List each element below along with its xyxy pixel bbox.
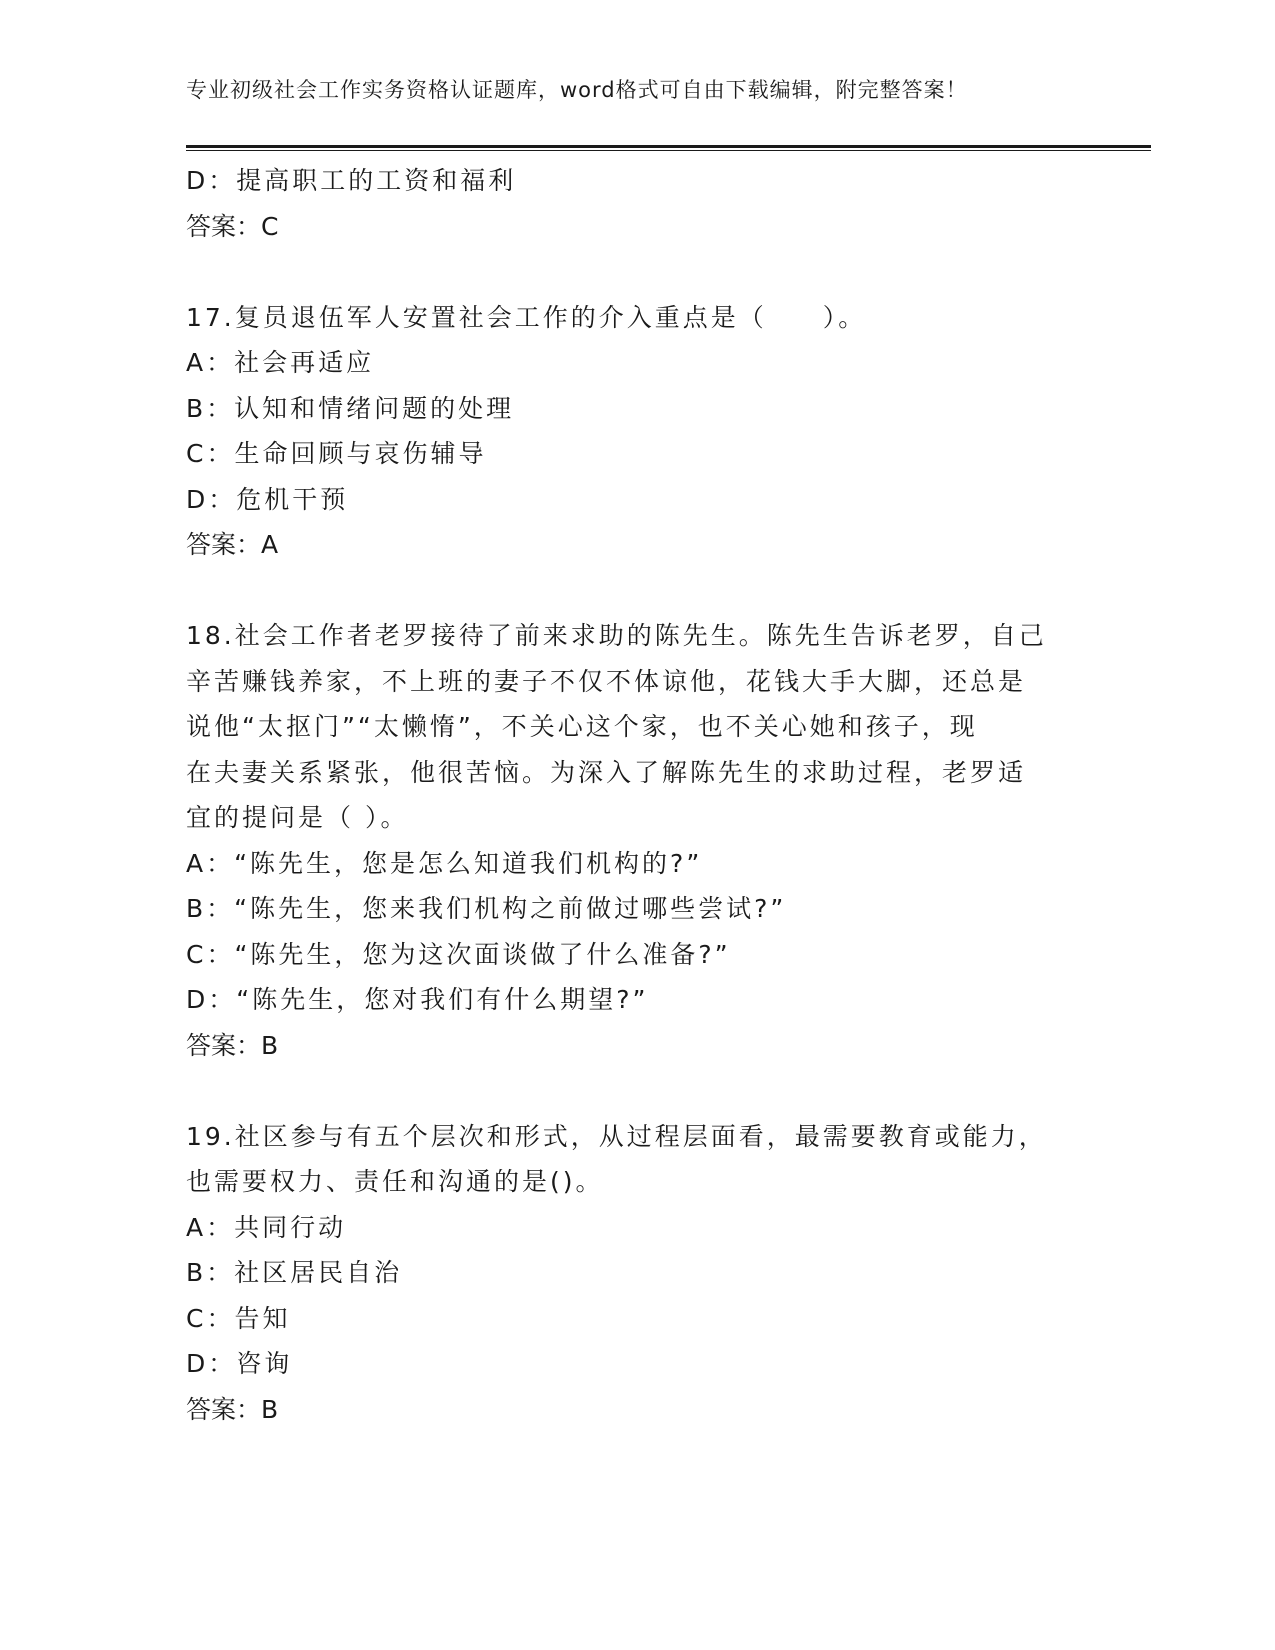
option-line: D：提高职工的工资和福利 <box>186 166 517 195</box>
option-line: A：社会再适应 <box>186 348 375 377</box>
option-line: B：社区居民自治 <box>186 1258 403 1287</box>
answer-line: 答案：B <box>186 1394 279 1424</box>
question-stem-line: 辛苦赚钱养家，不上班的妻子不仅不体谅他，花钱大手大脚，还总是 <box>186 666 1027 696</box>
answer-line: 答案：C <box>186 211 279 241</box>
option-line: B：“陈先生，您来我们机构之前做过哪些尝试?” <box>186 894 787 923</box>
question-stem-line: 也需要权力、责任和沟通的是()。 <box>186 1167 604 1196</box>
question-19 <box>186 1114 1086 1433</box>
option-line: C：生命回顾与哀伤辅导 <box>186 439 487 468</box>
header-rule-thick <box>186 145 1151 148</box>
question-stem-line: 17.复员退伍军人安置社会工作的介入重点是（ ）。 <box>186 302 867 332</box>
answer-line: 答案：A <box>186 530 279 559</box>
option-line: C：“陈先生，您为这次面谈做了什么准备?” <box>186 939 731 969</box>
page-header: 专业初级社会工作实务资格认证题库，word格式可自由下载编辑，附完整答案！ <box>186 78 968 102</box>
header-rule-thin <box>186 150 1151 151</box>
option-line: B：认知和情绪问题的处理 <box>186 393 515 423</box>
question-stem-line: 18.社会工作者老罗接待了前来求助的陈先生。陈先生告诉老罗，自己 <box>186 621 1047 650</box>
question-stem-line: 宜的提问是（ ）。 <box>186 803 409 832</box>
option-line: D：危机干预 <box>186 484 349 514</box>
answer-line: 答案：B <box>186 1030 279 1060</box>
question-stem-line: 说他“太抠门”“太懒惰”，不关心这个家，也不关心她和孩子，现 <box>186 712 978 741</box>
spacer <box>186 568 1086 614</box>
option-line: A：共同行动 <box>186 1212 347 1242</box>
question-stem-line: 在夫妻关系紧张，他很苦恼。为深入了解陈先生的求助过程，老罗适 <box>186 757 1027 787</box>
question-stem-line: 19.社区参与有五个层次和形式，从过程层面看，最需要教育或能力， <box>186 1121 1047 1151</box>
option-line: D：咨询 <box>186 1349 293 1378</box>
spacer <box>186 1068 1086 1114</box>
spacer <box>186 249 1086 295</box>
question-content <box>186 158 1086 1432</box>
option-line: A：“陈先生，您是怎么知道我们机构的?” <box>186 848 703 878</box>
question-17 <box>186 295 1086 568</box>
option-line: C：告知 <box>186 1303 291 1333</box>
option-line: D：“陈先生，您对我们有什么期望?” <box>186 985 649 1014</box>
question-18 <box>186 613 1086 1068</box>
